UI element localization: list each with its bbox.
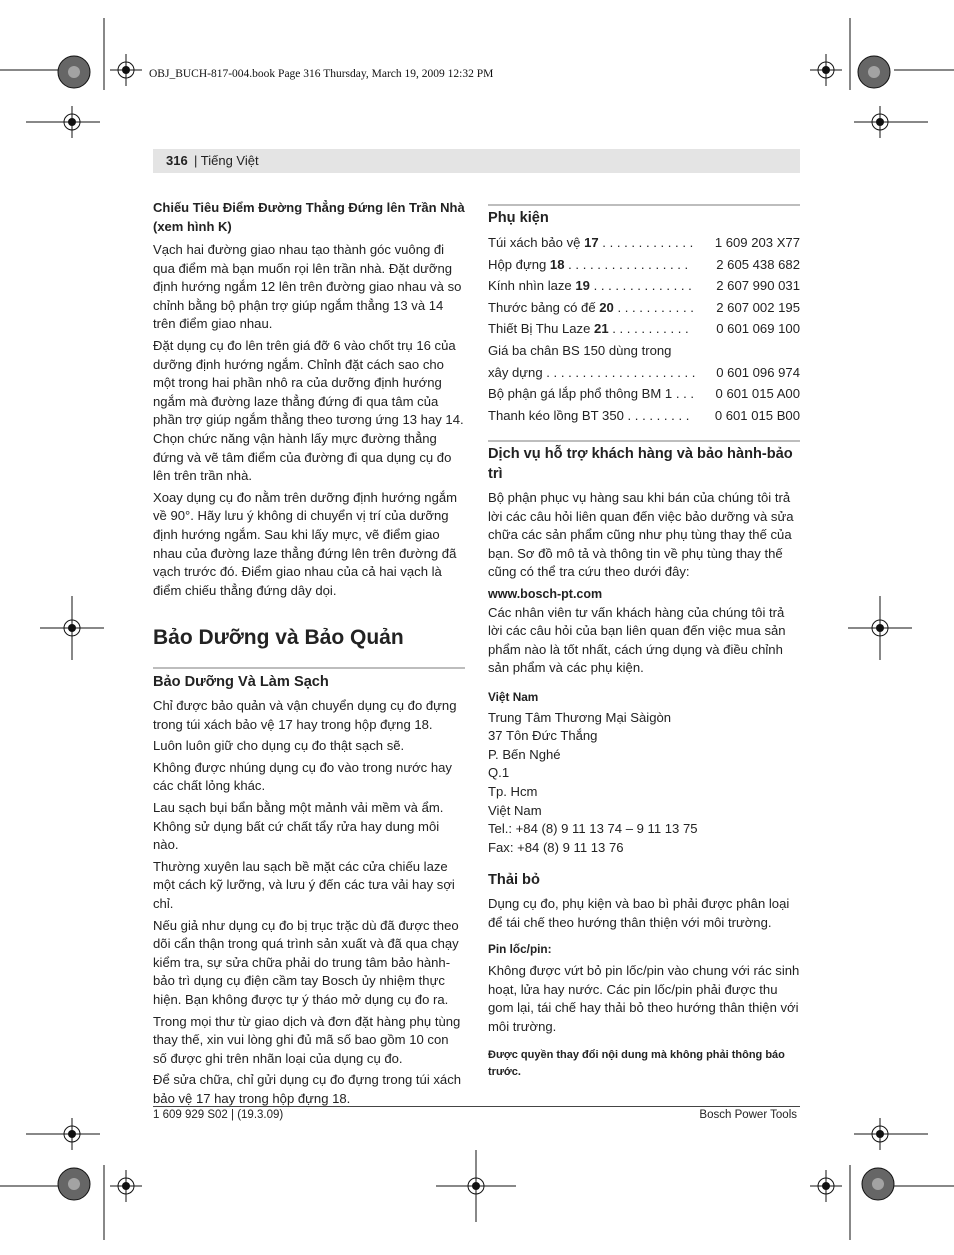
country-heading: Việt Nam	[488, 689, 539, 704]
accessory-row: Kính nhìn laze 19 . . . . . . . . . . . . . . 2 607 990 031	[488, 278, 800, 294]
paragraph: Thường xuyên lau sạch bề mặt các cửa chiếu laze một cách kỹ lưỡng, và lưu ý đến các tưa vải hay sợi chỉ.	[153, 858, 455, 911]
address-block: Trung Tâm Thương Mại Sàigòn 37 Tôn Đức Thắng P. Bến Nghé Q.1 Tp. Hcm Việt Nam Tel.: +84 (8) 9 11 13 74 – 9 11 13 75 Fax: +84 (8) 9 11 13 76	[488, 709, 698, 855]
paragraph: Các nhân viên tư vấn khách hàng của chúng tôi trả lời các câu hỏi của bạn liên quan đến việc mua sản phẩm nào là tốt nhất, cách ứng dụng và điều chỉnh sản phẩm và các phụ kiện.	[488, 604, 786, 676]
notice: Được quyền thay đổi nội dung mà không phải thông báo trước.	[488, 1049, 785, 1079]
paragraph: Lau sạch bụi bẩn bằng một mảnh vải mềm và ẩm. Không sử dụng bất cứ chất tẩy rửa hay dung môi nào.	[153, 799, 444, 853]
accessory-row: Giá ba chân BS 150 dùng trong	[488, 342, 672, 358]
paragraph: Dụng cụ đo, phụ kiện và bao bì phải được phân loại để tái chế theo hướng thân thiện với môi trường.	[488, 896, 790, 930]
paragraph: Bộ phận phục vụ hàng sau khi bán của chúng tôi trả lời các câu hỏi liên quan đến việc bảo dưỡng và sửa chữa các sản phẩm cũng như phụ tùng thay thế của bạn. Sơ đồ mô tả và thông tin về phụ tùng thay thế cũng có thể tra cứu theo dưới đây:	[488, 490, 794, 580]
disposal-heading: Thải bỏ	[488, 872, 540, 889]
paragraph: Nếu giả như dụng cụ đo bị trục trặc dù đã được theo dõi cẩn thận trong quá trình sản xuất và đã qua chạy kiểm tra, sự sửa chữa phải do trung tâm bảo hành-bảo trì dụng cụ điện cầm tay Bosch ủy nhiệm thực hiện. Bạn không được tự ý tháo mở dụng cụ đo ra.	[153, 917, 459, 1007]
accessory-row: Hộp đựng 18 . . . . . . . . . . . . . . . . . 2 605 438 682	[488, 256, 800, 272]
accessory-row: Thước bảng có đế 20 . . . . . . . . . . . 2 607 002 195	[488, 299, 800, 315]
heading-rule	[153, 667, 465, 669]
page-number: 316	[166, 153, 188, 168]
footer-brand: Bosch Power Tools	[699, 1109, 797, 1121]
accessory-row: Thanh kéo lồng BT 350 . . . . . . . . . 0 601 015 B00	[488, 407, 800, 423]
paragraph: Đặt dụng cụ đo lên trên giá đỡ 6 vào chốt trụ 16 của dưỡng định hướng ngắm. Chỉnh đặt cách sao cho một trong hai phần nhô ra của dưỡng định hướng ngắm mà đường laze thẳng đứng đi qua tâm của phần trợ giúp ngắm thẳng theo tương ứng 13 hay 14. Chọn chức năng vận hành lấy mực đường thẳng đứng và vẽ tâm điểm của đường đi qua dụng cụ đo lên trên trần nhà.	[153, 337, 464, 484]
footer-rule	[153, 1106, 800, 1107]
service-url: www.bosch-pt.com	[488, 586, 603, 601]
footer-doc-id: 1 609 929 S02 | (19.3.09)	[153, 1109, 284, 1121]
accessories-heading: Phụ kiện	[488, 210, 549, 226]
page-header	[153, 149, 800, 173]
main-heading: Bảo Dưỡng và Bảo Quản	[153, 626, 404, 649]
paragraph: Xoay dụng cụ đo nằm trên dưỡng định hướng ngắm về 90°. Hãy lưu ý không di chuyển vị trí của dưỡng định hướng ngắm. Sau khi lấy mực, vẽ điểm giao nhau của đường laze thẳng đứng lên trên đường đã vạch trước đó. Điểm giao nhau của cả hai vạch là điểm chiếu thẳng đứng dây dọi.	[153, 489, 458, 598]
sub-heading: Chiếu Tiêu Điểm Đường Thẳng Đứng lên Trần Nhà (xem hình K)	[153, 200, 465, 234]
print-slug: OBJ_BUCH-817-004.book Page 316 Thursday, March 19, 2009 12:32 PM	[149, 68, 494, 80]
paragraph: Luôn luôn giữ cho dụng cụ đo thật sạch sẽ.	[153, 738, 405, 754]
service-heading: Dịch vụ hỗ trợ khách hàng và bảo hành-bảo trì	[488, 446, 793, 482]
left-column	[153, 198, 465, 603]
section-rule	[488, 440, 800, 442]
paragraph: Trong mọi thư từ giao dịch và đơn đặt hàng phụ tùng thay thế, xin vui lòng ghi đủ mã số bao gồm 10 con số được ghi trên nhãn loại của dụng cụ đo.	[153, 1013, 461, 1066]
accessory-row: xây dựng . . . . . . . . . . . . . . . . . . . . . 0 601 096 974	[488, 364, 800, 380]
accessory-row: Túi xách bảo vệ 17 . . . . . . . . . . . . . 1 609 203 X77	[488, 235, 800, 250]
accessory-row: Bộ phận gá lắp phổ thông BM 1 . . . 0 601 015 A00	[488, 386, 800, 402]
page-language: | Tiếng Việt	[194, 153, 259, 168]
maintenance-section	[153, 672, 465, 1111]
accessories-list	[488, 232, 800, 426]
paragraph: Vạch hai đường giao nhau tạo thành góc vuông đi qua điểm mà bạn muốn rọi lên trần nhà. Đặt dưỡng định hướng ngắm 12 lên trên đường giao nhau và so chỉnh bằng bộ phận trợ giúp ngắm thẳng 13 và 14 trên điểm giao nhau.	[153, 242, 462, 332]
accessory-row: Thiết Bị Thu Laze 21 . . . . . . . . . . . 0 601 069 100	[488, 321, 800, 337]
paragraph: Không được vứt bỏ pin lốc/pin vào chung với rác sinh hoạt, lửa hay nước. Các pin lốc/pin phải được thu gom lại, tái chế hay thải bỏ theo hướng thân thiện với môi trường.	[488, 963, 800, 1034]
paragraph: Không được nhúng dụng cụ đo vào trong nước hay các chất lỏng khác.	[153, 759, 452, 794]
paragraph: Chỉ được bảo quản và vận chuyển dụng cụ đo đựng trong túi xách bảo vệ 17 hay trong hộp đựng 18.	[153, 698, 457, 732]
service-section	[488, 444, 800, 1083]
section-heading: Bảo Dưỡng Và Làm Sạch	[153, 674, 329, 690]
battery-heading: Pin lốc/pin:	[488, 942, 552, 957]
paragraph: Để sửa chữa, chỉ gửi dụng cụ đo đựng trong túi xách bảo vệ 17 hay trong hộp đựng 18.	[153, 1072, 462, 1106]
section-rule	[488, 204, 800, 206]
